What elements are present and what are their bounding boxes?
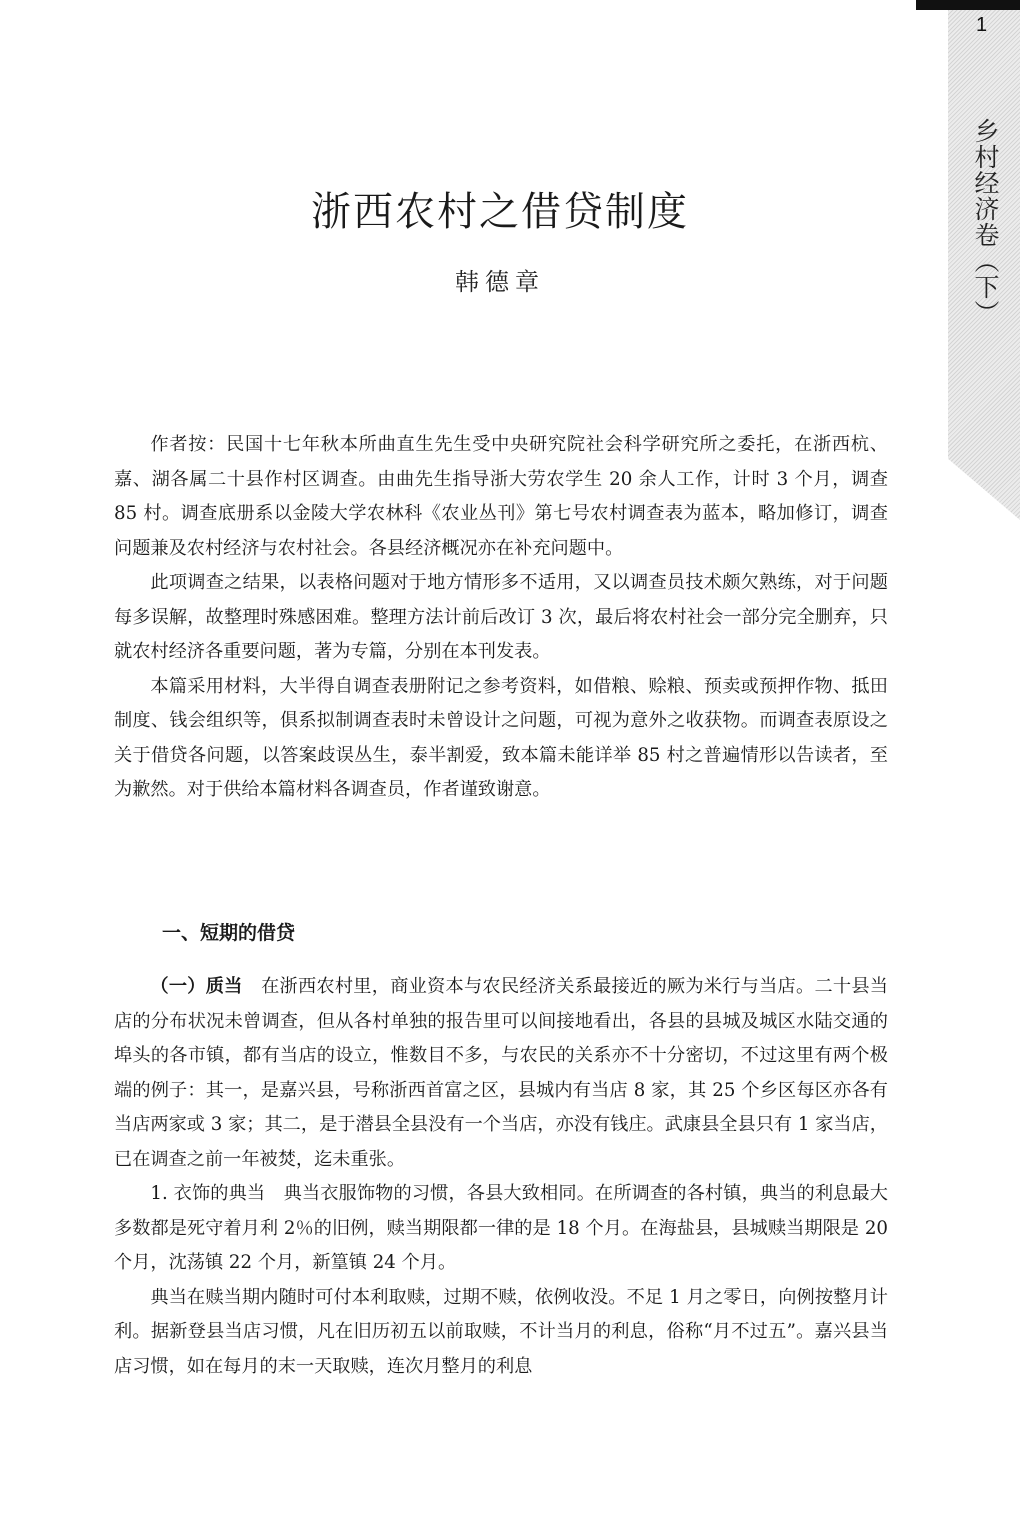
paragraph-text: 在浙西农村里，商业资本与农民经济关系最接近的厥为米行与当店。二十县当店的分布状况未曾调查，但从各村单独的报告里可以间接地看出，各县的县城及城区水陆交通的埠头的各市镇，都有当店的设立，惟数目不多，与农民的关系亦不十分密切，不过这里有两个极端的例子：其一，是嘉兴县，号称浙西首富之区，县城内有当店 8 家，其 25 个乡区每区亦各有当店两家或 3 家；其二，是于潜县全县没有一个当店，亦没有钱庄。武康县全县只有 1 家当店，已在调查之前一年被焚，迄未重张。 [114, 976, 888, 1170]
paragraph-text: 典当衣服饰物的习惯，各县大致相同。在所调查的各村镇，典当的利息最大多数都是死守着月利 2％的旧例，赎当期限都一律的是 18 个月。在海盐县，县城赎当期限是 20 个月，沈荡镇 22 个月，新篁镇 24 个月。 [114, 1183, 888, 1273]
article-title: 浙西农村之借贷制度 [311, 189, 689, 235]
body-paragraph: 典当在赎当期内随时可付本利取赎，过期不赎，依例收没。不足 1 月之零日，向例按整月计利。据新登县当店习惯，凡在旧历初五以前取赎，不计当月的利息，俗称“月不过五”。嘉兴县当店习惯，如在每月的末一天取赎，连次月整月的利息 [114, 1286, 888, 1377]
preface [114, 428, 888, 808]
preface-paragraph: 此项调查之结果，以表格问题对于地方情形多不适用，又以调查员技术颇欠熟练，对于问题每多误解，故整理时殊感困难。整理方法计前后改订 3 次，最后将农村社会一部分完全删弃，只就农村经济各重要问题，著为专篇，分别在本刊发表。 [114, 572, 888, 662]
item-label: 1. 衣饰的典当 [150, 1183, 266, 1204]
volume-label: 乡村经济卷（下） [971, 118, 1000, 326]
body-paragraph [114, 970, 888, 1177]
body-paragraph [114, 1177, 888, 1281]
page-number: 1 [976, 14, 988, 36]
header-bar [916, 0, 1020, 10]
section-heading: 一、短期的借贷 [162, 922, 296, 944]
preface-paragraph: 本篇采用材料，大半得自调查表册附记之参考资料，如借粮、赊粮、预卖或预押作物、抵田制度、钱会组织等，俱系拟制调查表时未曾设计之问题，可视为意外之收获物。而调查表原设之关于借贷各问题，以答案歧误丛生，泰半割爱，致本篇未能详举 85 村之普遍情形以告读者，至为歉然。对于供给本篇材料各调查员，作者谨致谢意。 [114, 675, 888, 800]
subsection-label: （一）质当 [150, 976, 243, 997]
preface-paragraph: 作者按：民国十七年秋本所曲直生先生受中央研究院社会科学研究所之委托，在浙西杭、嘉、湖各属二十县作村区调查。由曲先生指导浙大劳农学生 20 余人工作，计时 3 个月，调查 85 村。调查底册系以金陵大学农林科《农业丛刊》第七号农村调查表为蓝本，略加修订，调查问题兼及农村经济与农村社会。各县经济概况亦在补充问题中。 [114, 434, 888, 559]
article-author: 韩德章 [455, 268, 545, 296]
section-body [114, 970, 888, 1384]
